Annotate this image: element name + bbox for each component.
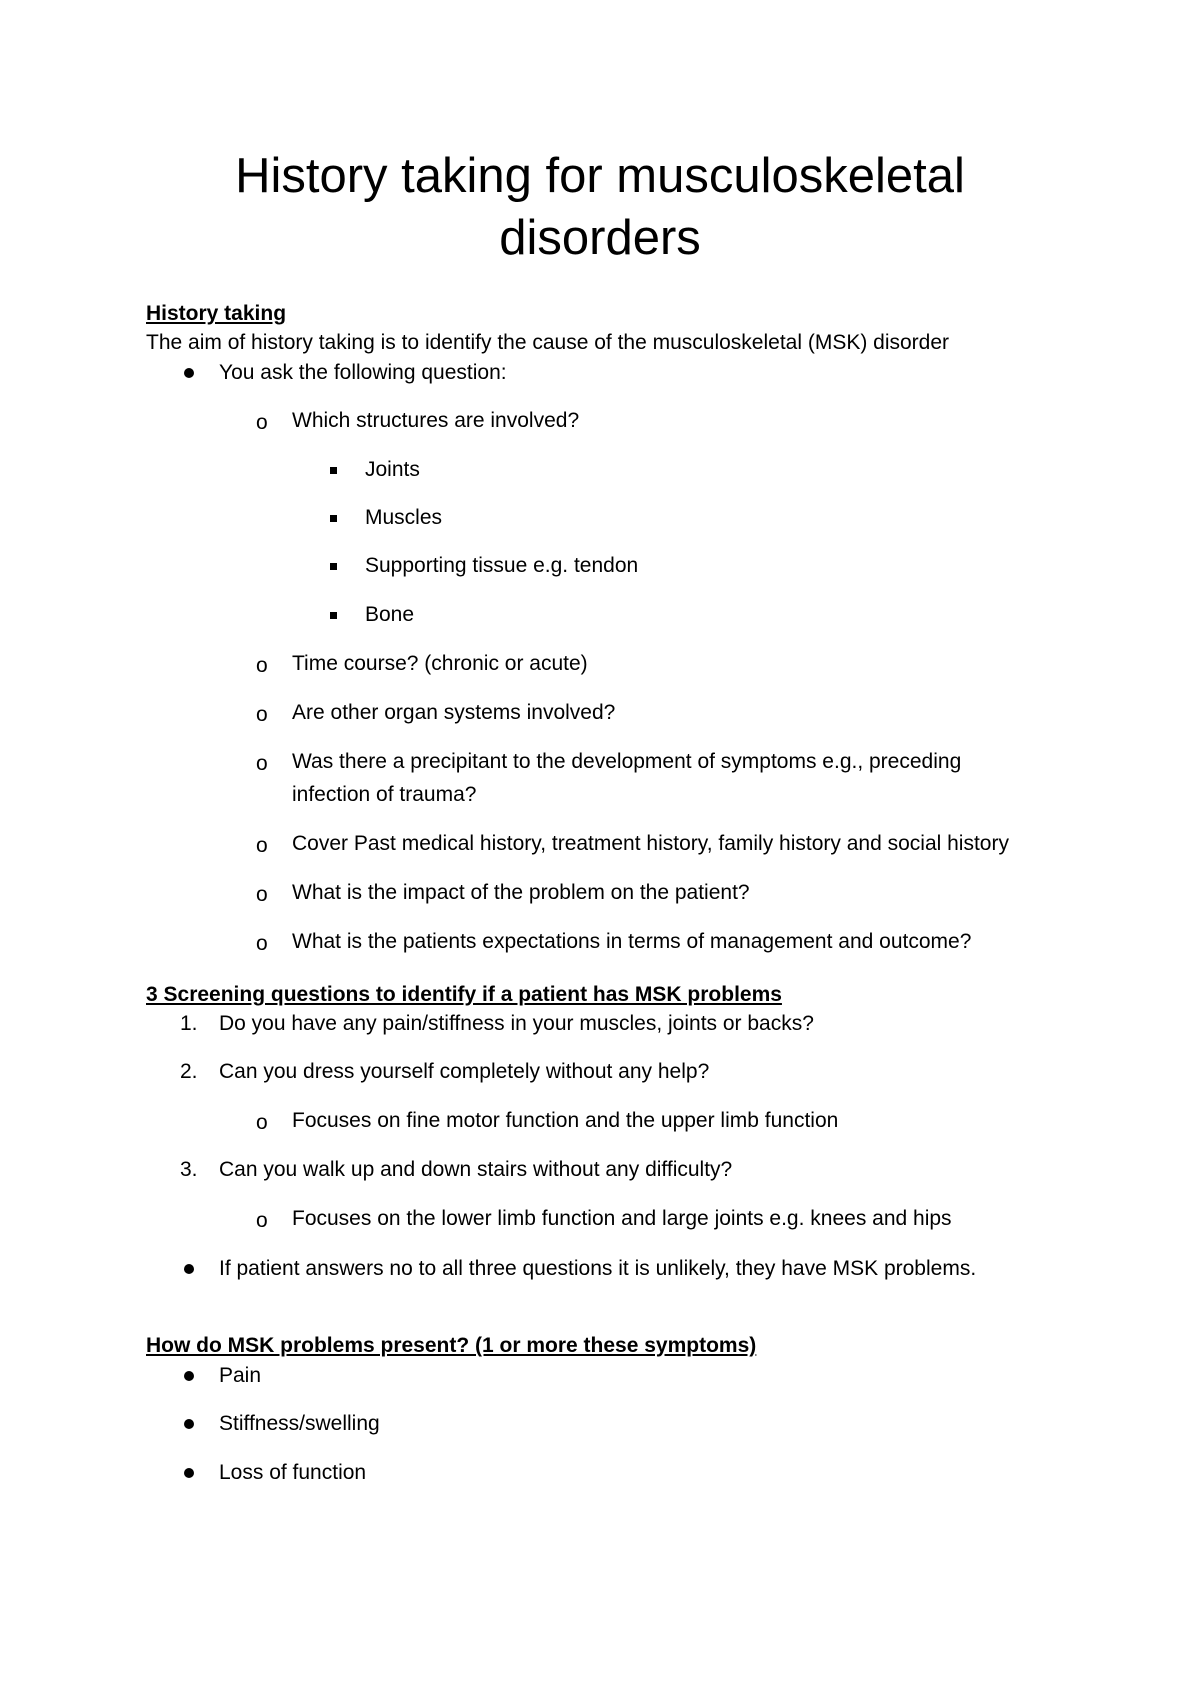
sub-bullet-icon: o (256, 654, 268, 677)
question-time-course: Time course? (chronic or acute) (292, 652, 588, 675)
question-structures: Which structures are involved? (292, 409, 580, 432)
list-number: 1. (180, 1012, 198, 1035)
bullet-disc-icon (184, 1419, 194, 1429)
screening-question-3-note: Focuses on the lower limb function and large joints e.g. knees and hips (292, 1207, 952, 1230)
title-line-1: History taking for musculoskeletal (235, 149, 965, 203)
screening-question-2-note: Focuses on fine motor function and the upper limb function (292, 1109, 839, 1132)
sub-bullet-icon: o (256, 1111, 268, 1134)
square-bullet-icon (330, 515, 337, 522)
structure-item: Joints (365, 458, 420, 481)
sub-bullet-icon: o (256, 1209, 268, 1232)
question-history: Cover Past medical history, treatment history, family history and social history (292, 832, 1009, 855)
sub-bullet-icon: o (256, 703, 268, 726)
symptom-item: Pain (219, 1364, 262, 1387)
bullet-disc-icon (184, 1371, 194, 1381)
list-number: 3. (180, 1158, 198, 1181)
history-taking-heading: History taking (146, 302, 287, 325)
symptom-item: Stiffness/swelling (219, 1412, 380, 1435)
sub-bullet-icon: o (256, 883, 268, 906)
square-bullet-icon (330, 612, 337, 619)
question-expectations: What is the patients expectations in terms of management and outcome? (292, 930, 972, 953)
screening-question-1: Do you have any pain/stiffness in your muscles, joints or backs? (219, 1012, 814, 1035)
square-bullet-icon (330, 467, 337, 474)
bullet-ask-question: You ask the following question: (219, 361, 507, 384)
bullet-disc-icon (184, 1468, 194, 1478)
sub-bullet-icon: o (256, 411, 268, 434)
history-taking-intro: The aim of history taking is to identify the cause of the musculoskeletal (MSK) disorder (146, 331, 950, 354)
screening-question-3: Can you walk up and down stairs without any difficulty? (219, 1158, 733, 1181)
symptom-item: Loss of function (219, 1461, 367, 1484)
sub-bullet-icon: o (256, 932, 268, 955)
screening-heading: 3 Screening questions to identify if a patient has MSK problems (146, 983, 782, 1006)
bullet-disc-icon (184, 368, 194, 378)
structure-item: Bone (365, 603, 415, 626)
question-impact: What is the impact of the problem on the patient? (292, 881, 750, 904)
square-bullet-icon (330, 563, 337, 570)
question-precipitant: Was there a precipitant to the development of symptoms e.g., preceding (292, 750, 962, 773)
title-line-2: disorders (499, 211, 701, 265)
screening-question-2: Can you dress yourself completely without any help? (219, 1060, 710, 1083)
screening-conclusion: If patient answers no to all three questions it is unlikely, they have MSK problems. (219, 1257, 977, 1280)
document-title (100, 145, 1100, 269)
sub-bullet-icon: o (256, 752, 268, 775)
question-organ-systems: Are other organ systems involved? (292, 701, 616, 724)
sub-bullet-icon: o (256, 834, 268, 857)
structure-item: Supporting tissue e.g. tendon (365, 554, 639, 577)
list-number: 2. (180, 1060, 198, 1083)
question-precipitant-cont: infection of trauma? (292, 783, 477, 806)
bullet-disc-icon (184, 1264, 194, 1274)
structure-item: Muscles (365, 506, 443, 529)
presentation-heading: How do MSK problems present? (1 or more these symptoms) (146, 1334, 757, 1357)
